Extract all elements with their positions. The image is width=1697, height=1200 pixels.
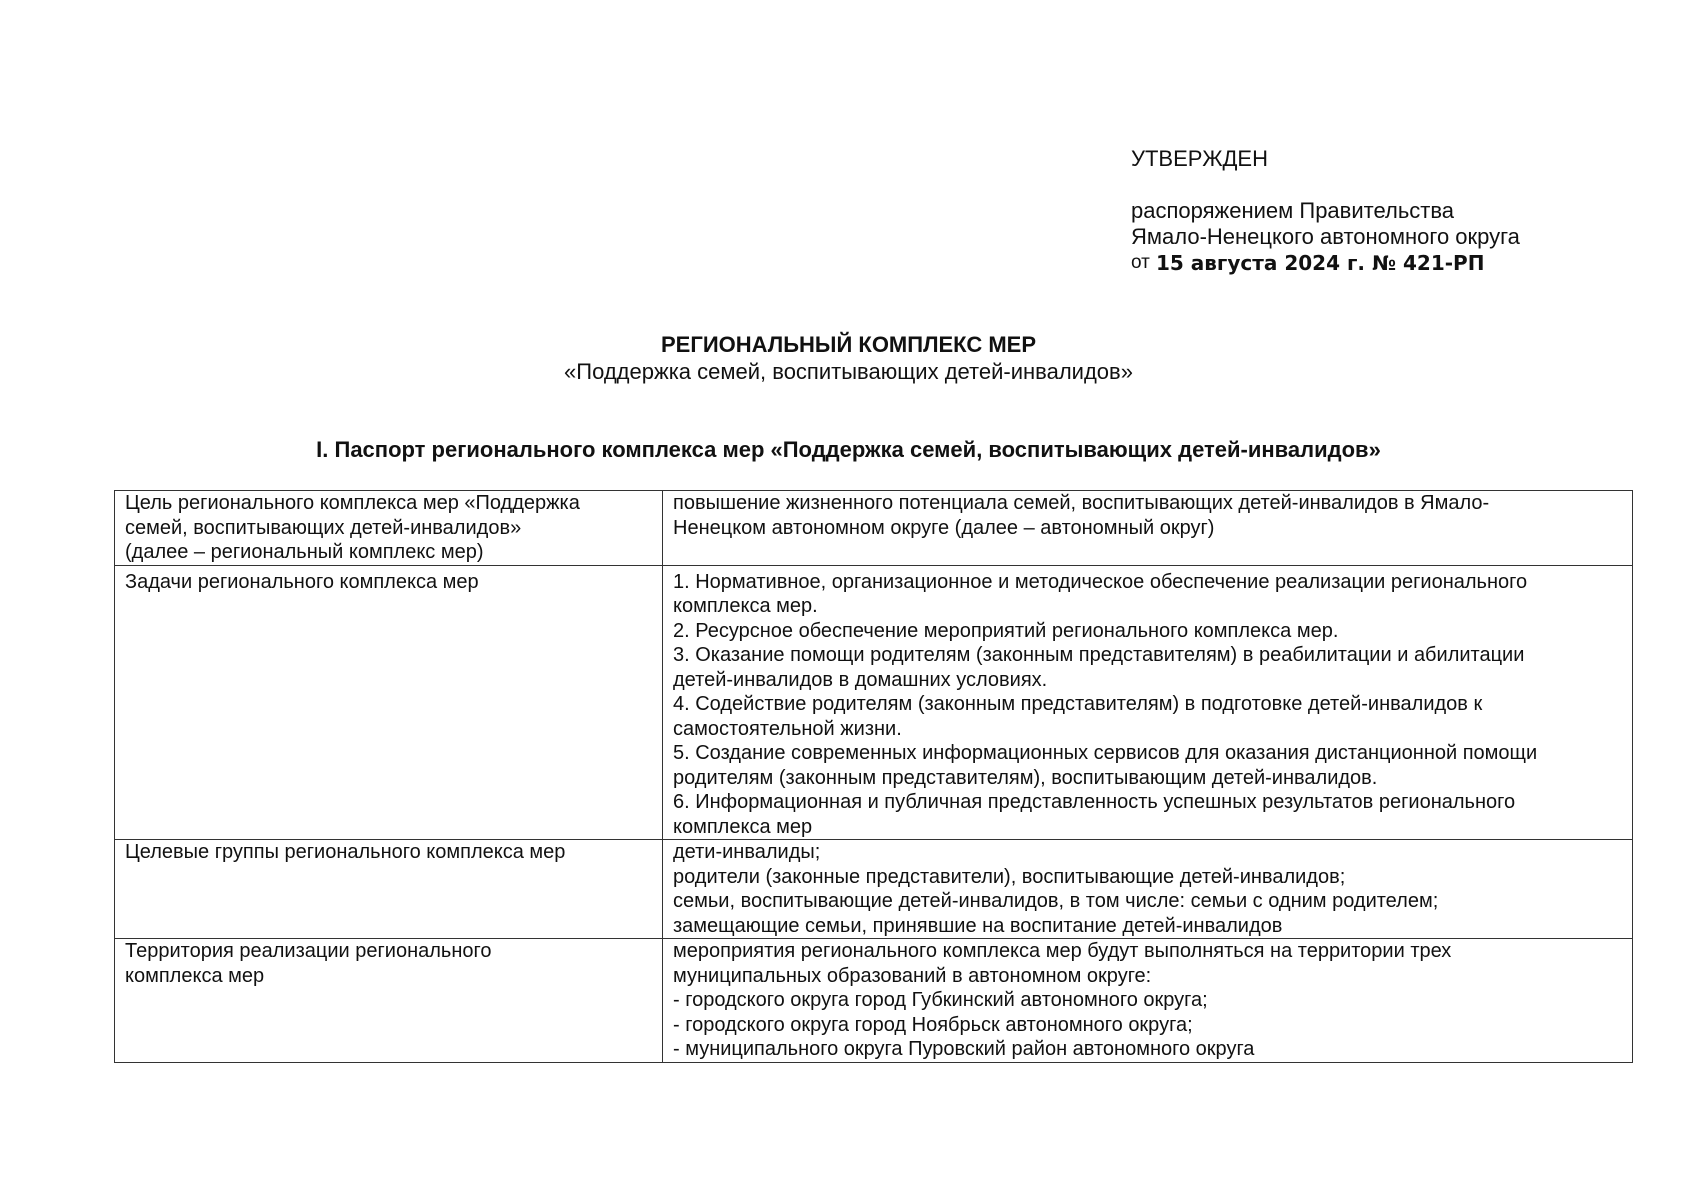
cell-text-line: 5. Создание современных информационных сервисов для оказания дистанционной помощи xyxy=(673,742,1538,764)
cell-text-line: дети-инвалиды; xyxy=(673,841,821,863)
row-label-cell xyxy=(115,939,663,1063)
document-subtitle: «Поддержка семей, воспитывающих детей-инвалидов» xyxy=(564,359,1133,384)
cell-text-line: 1. Нормативное, организационное и методическое обеспечение реализации регионального xyxy=(673,570,1528,593)
cell-text-line: мероприятия регионального комплекса мер будут выполняться на территории трех xyxy=(673,940,1452,962)
cell-text-line: родителям (законным представителям), воспитывающим детей-инвалидов. xyxy=(673,766,1378,789)
cell-text-line: муниципальных образований в автономном округе: xyxy=(673,964,1152,987)
approval-date-line xyxy=(1131,250,1651,276)
row-label-cell xyxy=(115,840,663,939)
cell-text-line: Задачи регионального комплекса мер xyxy=(125,570,479,593)
cell-text-line: 6. Информационная и публичная представленность успешных результатов регионального xyxy=(673,791,1516,813)
row-content-cell xyxy=(663,939,1633,1063)
approval-block xyxy=(1131,146,1651,276)
section-title: I. Паспорт регионального комплекса мер «Поддержка семей, воспитывающих детей-инвалидов» xyxy=(316,437,1381,462)
table-row xyxy=(115,565,1633,840)
row-label-cell xyxy=(115,565,663,840)
cell-text-line: детей-инвалидов в домашних условиях. xyxy=(673,668,1048,691)
table-row xyxy=(115,939,1633,1063)
cell-text-line: - городского округа город Ноябрьск автономного округа; xyxy=(673,1013,1193,1036)
cell-text-line: (далее – региональный комплекс мер) xyxy=(125,541,484,563)
row-label-cell xyxy=(115,491,663,566)
cell-text-line: Ненецком автономном округе (далее – автономный округ) xyxy=(673,516,1215,539)
cell-text-line: комплекса мер. xyxy=(673,595,818,617)
document-title: РЕГИОНАЛЬНЫЙ КОМПЛЕКС МЕР xyxy=(661,332,1036,357)
cell-text-line: 3. Оказание помощи родителям (законным представителям) в реабилитации и абилитации xyxy=(673,644,1525,666)
row-content-cell xyxy=(663,491,1633,566)
cell-text-line: Территория реализации регионального xyxy=(125,940,492,962)
cell-text-line: - муниципального округа Пуровский район автономного округа xyxy=(673,1038,1255,1060)
cell-text-line: родители (законные представители), воспитывающие детей-инвалидов; xyxy=(673,865,1346,888)
date-prefix: от xyxy=(1131,252,1150,273)
date-value: 15 августа 2024 г. № 421-РП xyxy=(1155,251,1485,275)
approval-line: Ямало-Ненецкого автономного округа xyxy=(1131,224,1520,249)
cell-text-line: самостоятельной жизни. xyxy=(673,717,902,740)
approval-line: распоряжением Правительства xyxy=(1131,198,1455,223)
cell-text-line: Цель регионального комплекса мер «Поддержка xyxy=(125,492,580,514)
table-row xyxy=(115,491,1633,566)
table-row xyxy=(115,840,1633,939)
cell-text-line: Целевые группы регионального комплекса мер xyxy=(125,841,566,863)
cell-text-line: комплекса мер xyxy=(125,964,265,987)
approval-stamp: УТВЕРЖДЕН xyxy=(1131,146,1268,171)
cell-text-line: - городского округа город Губкинский автономного округа; xyxy=(673,989,1208,1011)
cell-text-line: 4. Содействие родителям (законным представителям) в подготовке детей-инвалидов к xyxy=(673,693,1483,715)
cell-text-line: комплекса мер xyxy=(673,815,813,838)
cell-text-line: семей, воспитывающих детей-инвалидов» xyxy=(125,516,522,539)
cell-text-line: 2. Ресурсное обеспечение мероприятий регионального комплекса мер. xyxy=(673,619,1339,642)
row-content-cell xyxy=(663,840,1633,939)
row-content-cell xyxy=(663,565,1633,840)
passport-table xyxy=(114,490,1633,1063)
cell-text-line: повышение жизненного потенциала семей, воспитывающих детей-инвалидов в Ямало- xyxy=(673,492,1490,514)
cell-text-line: замещающие семьи, принявшие на воспитание детей-инвалидов xyxy=(673,914,1283,937)
cell-text-line: семьи, воспитывающие детей-инвалидов, в том числе: семьи с одним родителем; xyxy=(673,890,1439,912)
